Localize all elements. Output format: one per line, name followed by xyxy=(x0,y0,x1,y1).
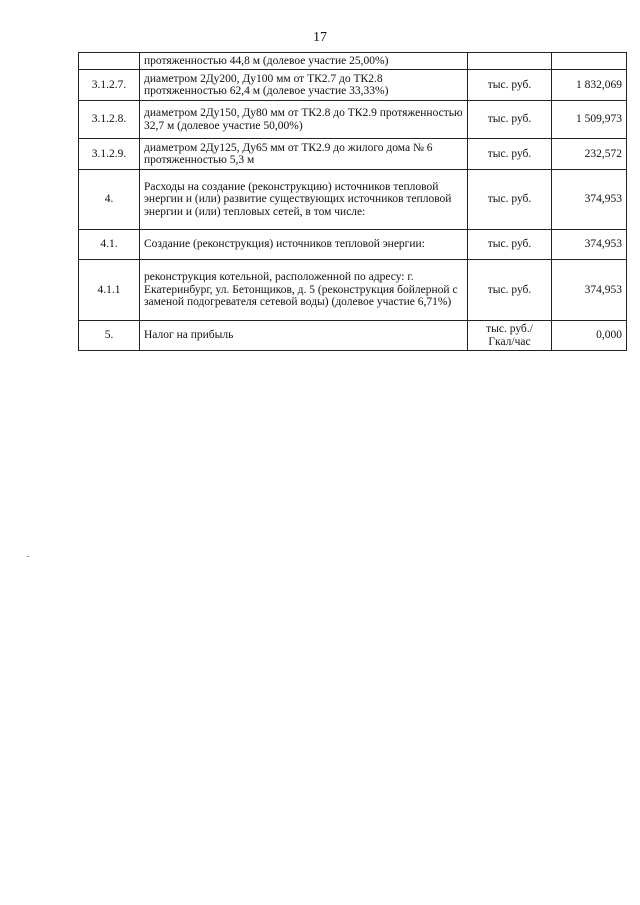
row-unit: тыс. руб. xyxy=(468,139,552,170)
row-unit: тыс. руб. xyxy=(468,260,552,321)
row-number: 4.1. xyxy=(79,230,140,260)
row-unit: тыс. руб. xyxy=(468,230,552,260)
row-unit: тыс. руб. xyxy=(468,70,552,101)
row-description: Создание (реконструкция) источников тепловой энергии: xyxy=(140,230,468,260)
row-number: 3.1.2.7. xyxy=(79,70,140,101)
row-value: 1 509,973 xyxy=(552,101,627,139)
row-number: 5. xyxy=(79,321,140,351)
table-row xyxy=(79,139,627,170)
page-number: 17 xyxy=(313,30,327,45)
row-description: диаметром 2Ду125, Ду65 мм от ТК2.9 до жилого дома № 6 протяженностью 5,3 м xyxy=(140,139,468,170)
table-row xyxy=(79,170,627,230)
table-row xyxy=(79,53,627,70)
row-description: диаметром 2Ду150, Ду80 мм от ТК2.8 до ТК2.9 протяженностью 32,7 м (долевое участие 50,00%) xyxy=(140,101,468,139)
row-value: 0,000 xyxy=(552,321,627,351)
table-row xyxy=(79,260,627,321)
scan-speck xyxy=(27,556,29,557)
row-number xyxy=(79,53,140,70)
row-number: 3.1.2.9. xyxy=(79,139,140,170)
row-unit: тыс. руб. xyxy=(468,170,552,230)
row-value: 232,572 xyxy=(552,139,627,170)
table-row xyxy=(79,101,627,139)
row-unit: тыс. руб. xyxy=(468,101,552,139)
row-description: диаметром 2Ду200, Ду100 мм от ТК2.7 до ТК2.8 протяженностью 62,4 м (долевое участие 33,33%) xyxy=(140,70,468,101)
row-number: 3.1.2.8. xyxy=(79,101,140,139)
row-unit: тыс. руб./ Гкал/час xyxy=(468,321,552,351)
table-row xyxy=(79,70,627,101)
row-value: 374,953 xyxy=(552,260,627,321)
row-unit xyxy=(468,53,552,70)
row-number: 4. xyxy=(79,170,140,230)
row-value: 374,953 xyxy=(552,170,627,230)
row-number: 4.1.1 xyxy=(79,260,140,321)
row-description: Налог на прибыль xyxy=(140,321,468,351)
table-row xyxy=(79,230,627,260)
cost-table xyxy=(78,52,627,351)
row-value: 1 832,069 xyxy=(552,70,627,101)
table-row xyxy=(79,321,627,351)
row-value xyxy=(552,53,627,70)
row-description: Расходы на создание (реконструкцию) источников тепловой энергии и (или) развитие существующих источников тепловой энергии и (или) тепловых сетей, в том числе: xyxy=(140,170,468,230)
row-value: 374,953 xyxy=(552,230,627,260)
row-description: реконструкция котельной, расположенной по адресу: г. Екатеринбург, ул. Бетонщиков, д. 5 (реконструкция бойлерной с заменой подогревателя сетевой воды) (долевое участие 6,71%) xyxy=(140,260,468,321)
row-description: протяженностью 44,8 м (долевое участие 25,00%) xyxy=(140,53,468,70)
